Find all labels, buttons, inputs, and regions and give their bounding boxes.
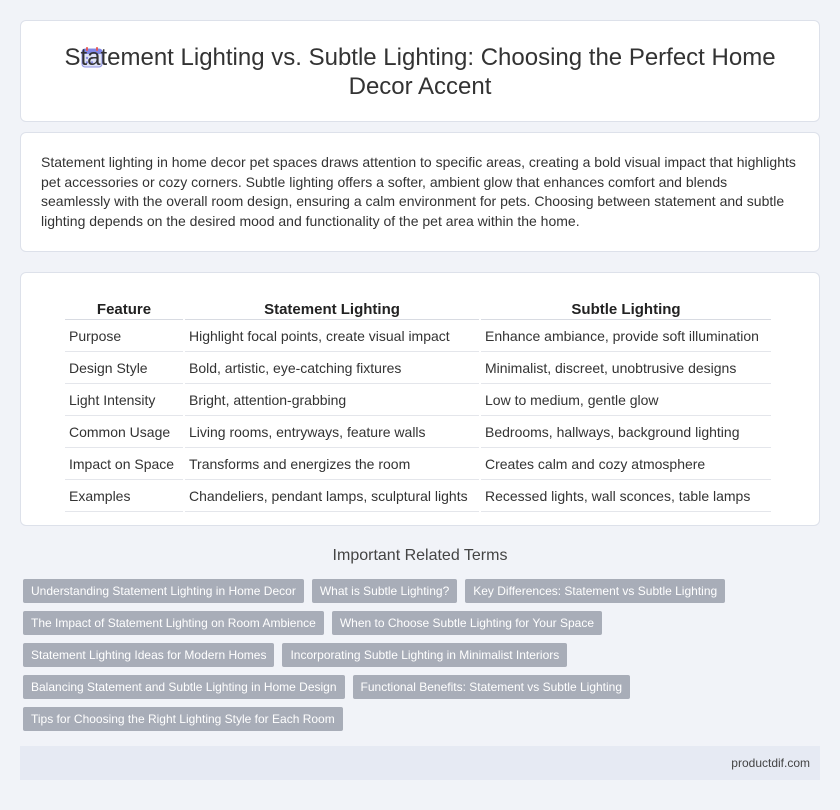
related-term-link[interactable]: What is Subtle Lighting?	[312, 579, 457, 603]
cell-subtle: Enhance ambiance, provide soft illumination	[481, 322, 771, 352]
table-row	[65, 386, 771, 416]
table-row	[65, 482, 771, 512]
table-row	[65, 450, 771, 480]
footer-site[interactable]: productdif.com	[731, 756, 810, 770]
table-row	[65, 354, 771, 384]
related-term-link[interactable]: Statement Lighting Ideas for Modern Homes	[23, 643, 274, 667]
cell-subtle: Low to medium, gentle glow	[481, 386, 771, 416]
related-term-link[interactable]: Tips for Choosing the Right Lighting Style for Each Room	[23, 707, 343, 731]
cell-feature: Common Usage	[65, 418, 183, 448]
related-terms-title: Important Related Terms	[332, 547, 508, 564]
related-term-link[interactable]: Functional Benefits: Statement vs Subtle Lighting	[353, 675, 631, 699]
comparison-card	[20, 272, 820, 526]
table-row	[65, 322, 771, 352]
header-feature: Feature	[65, 299, 183, 320]
table-header-row	[65, 299, 771, 320]
cell-subtle: Creates calm and cozy atmosphere	[481, 450, 771, 480]
cell-statement: Highlight focal points, create visual impact	[185, 322, 479, 352]
header-subtle: Subtle Lighting	[481, 299, 771, 320]
intro-paragraph: Statement lighting in home decor pet spaces draws attention to specific areas, creating a bold visual impact that highlights pet accessories or cozy corners. Subtle lighting offers a softer, ambient glow that enhances comfort and blends seamlessly with the overall room design, ensuring a calm environment for pets. Choosing between statement and subtle lighting depends on the desired mood and functionality of the pet area within the home.	[41, 154, 796, 229]
cell-subtle: Bedrooms, hallways, background lighting	[481, 418, 771, 448]
cell-feature: Impact on Space	[65, 450, 183, 480]
related-term-link[interactable]: When to Choose Subtle Lighting for Your Space	[332, 611, 602, 635]
cell-subtle: Minimalist, discreet, unobtrusive designs	[481, 354, 771, 384]
page-title: Statement Lighting vs. Subtle Lighting: Choosing the Perfect Home Decor Accent	[64, 44, 776, 100]
related-term-link[interactable]: Balancing Statement and Subtle Lighting in Home Design	[23, 675, 345, 699]
comparison-table	[63, 297, 773, 514]
cell-feature: Design Style	[65, 354, 183, 384]
cell-statement: Transforms and energizes the room	[185, 450, 479, 480]
cell-subtle: Recessed lights, wall sconces, table lamps	[481, 482, 771, 512]
cell-statement: Chandeliers, pendant lamps, sculptural lights	[185, 482, 479, 512]
cell-feature: Purpose	[65, 322, 183, 352]
cell-feature: Light Intensity	[65, 386, 183, 416]
table-row	[65, 418, 771, 448]
cell-statement: Bright, attention-grabbing	[185, 386, 479, 416]
related-term-link[interactable]: Incorporating Subtle Lighting in Minimalist Interiors	[282, 643, 567, 667]
footer	[20, 746, 820, 780]
cell-statement: Bold, artistic, eye-catching fixtures	[185, 354, 479, 384]
related-term-link[interactable]: Understanding Statement Lighting in Home Decor	[23, 579, 304, 603]
cell-statement: Living rooms, entryways, feature walls	[185, 418, 479, 448]
related-term-link[interactable]: The Impact of Statement Lighting on Room Ambience	[23, 611, 324, 635]
related-term-link[interactable]: Key Differences: Statement vs Subtle Lighting	[465, 579, 725, 603]
header-statement: Statement Lighting	[185, 299, 479, 320]
related-terms-list	[23, 579, 823, 739]
header-card	[20, 20, 820, 122]
cell-feature: Examples	[65, 482, 183, 512]
intro-card	[20, 132, 820, 252]
